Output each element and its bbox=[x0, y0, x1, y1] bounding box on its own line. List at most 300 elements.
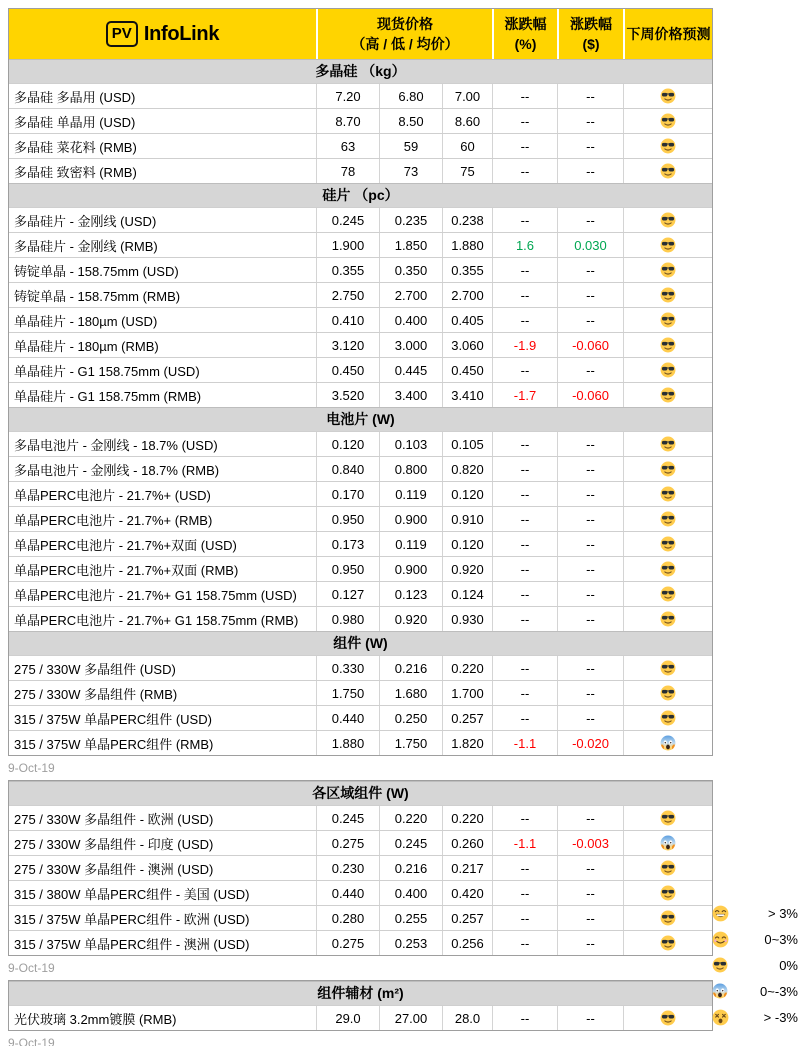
column-header-forecast bbox=[623, 9, 712, 59]
grin-face-icon bbox=[712, 905, 734, 922]
sunglasses-face-icon bbox=[660, 387, 676, 403]
change-percent-cell: -- bbox=[492, 1006, 557, 1030]
change-usd-cell: -- bbox=[557, 283, 623, 307]
change-percent-cell: -- bbox=[492, 881, 557, 905]
product-name-cell: 多晶硅 致密料 (RMB) bbox=[14, 164, 137, 180]
product-name-cell: 多晶电池片 - 金刚线 - 18.7% (USD) bbox=[14, 437, 218, 453]
product-name-cell: 光伏玻璃 3.2mm镀膜 (RMB) bbox=[14, 1011, 177, 1027]
price-high-cell: 0.245 bbox=[316, 806, 379, 830]
legend-label: 0% bbox=[779, 957, 798, 973]
table-body bbox=[9, 981, 712, 1030]
price-avg-cell: 0.820 bbox=[442, 457, 492, 481]
product-name-cell: 铸锭单晶 - 158.75mm (RMB) bbox=[14, 288, 181, 304]
table-body bbox=[9, 59, 712, 755]
forecast-legend bbox=[712, 900, 798, 1030]
sunglasses-face-icon bbox=[660, 885, 676, 901]
product-name-cell: 多晶硅 单晶用 (USD) bbox=[14, 114, 136, 130]
forecast-cell bbox=[623, 383, 712, 407]
price-low-cell: 3.400 bbox=[379, 383, 442, 407]
price-avg-cell: 0.217 bbox=[442, 856, 492, 880]
price-low-cell: 0.220 bbox=[379, 806, 442, 830]
sunglasses-face-icon bbox=[660, 212, 676, 228]
table-row bbox=[9, 158, 712, 183]
table-row bbox=[9, 207, 712, 232]
sunglasses-face-icon bbox=[660, 1010, 676, 1026]
change-usd-cell: -- bbox=[557, 507, 623, 531]
table-row bbox=[9, 880, 712, 905]
forecast-cell bbox=[623, 706, 712, 730]
price-avg-cell: 0.238 bbox=[442, 208, 492, 232]
section-header: 各区域组件 (W) bbox=[9, 781, 712, 805]
price-high-cell: 0.230 bbox=[316, 856, 379, 880]
logo-text: InfoLink bbox=[143, 23, 220, 45]
price-avg-cell: 7.00 bbox=[442, 84, 492, 108]
change-percent-cell: -- bbox=[492, 84, 557, 108]
change-percent-cell: -- bbox=[492, 208, 557, 232]
price-low-cell: 59 bbox=[379, 134, 442, 158]
price-avg-cell: 0.120 bbox=[442, 532, 492, 556]
price-high-cell: 1.900 bbox=[316, 233, 379, 257]
spot-price-label: 现货价格 bbox=[377, 16, 433, 32]
product-name-cell: 单晶PERC电池片 - 21.7%+ G1 158.75mm (USD) bbox=[14, 587, 297, 603]
change-percent-cell: -- bbox=[492, 906, 557, 930]
table-row bbox=[9, 506, 712, 531]
price-avg-cell: 1.880 bbox=[442, 233, 492, 257]
change-usd-cell: -- bbox=[557, 358, 623, 382]
change-usd-cell: -- bbox=[557, 258, 623, 282]
forecast-cell bbox=[623, 806, 712, 830]
product-name-cell: 275 / 330W 多晶组件 (USD) bbox=[14, 661, 176, 677]
price-avg-cell: 0.256 bbox=[442, 931, 492, 955]
price-high-cell: 0.980 bbox=[316, 607, 379, 631]
table-row bbox=[9, 1005, 712, 1030]
sunglasses-face-icon bbox=[660, 611, 676, 627]
price-high-cell: 0.330 bbox=[316, 656, 379, 680]
change-usd-cell: -- bbox=[557, 532, 623, 556]
price-low-cell: 1.680 bbox=[379, 681, 442, 705]
legend-label: > -3% bbox=[763, 1009, 798, 1025]
table-row bbox=[9, 133, 712, 158]
sunglasses-face-icon bbox=[660, 237, 676, 253]
price-low-cell: 0.216 bbox=[379, 856, 442, 880]
price-high-cell: 2.750 bbox=[316, 283, 379, 307]
price-low-cell: 0.250 bbox=[379, 706, 442, 730]
forecast-cell bbox=[623, 557, 712, 581]
forecast-cell bbox=[623, 84, 712, 108]
price-avg-cell: 1.700 bbox=[442, 681, 492, 705]
price-high-cell: 0.410 bbox=[316, 308, 379, 332]
table-row bbox=[9, 307, 712, 332]
price-avg-cell: 0.450 bbox=[442, 358, 492, 382]
table-row bbox=[9, 332, 712, 357]
product-name-cell: 275 / 330W 多晶组件 (RMB) bbox=[14, 686, 178, 702]
price-high-cell: 63 bbox=[316, 134, 379, 158]
sunglasses-face-icon bbox=[660, 312, 676, 328]
price-high-cell: 0.440 bbox=[316, 881, 379, 905]
price-low-cell: 0.350 bbox=[379, 258, 442, 282]
price-low-cell: 0.235 bbox=[379, 208, 442, 232]
sunglasses-face-icon bbox=[660, 163, 676, 179]
scream-face-icon bbox=[712, 983, 734, 999]
product-name-cell: 单晶PERC电池片 - 21.7%+ (RMB) bbox=[14, 512, 213, 528]
price-low-cell: 0.400 bbox=[379, 308, 442, 332]
change-usd-cell: -- bbox=[557, 582, 623, 606]
change-percent-cell: -- bbox=[492, 308, 557, 332]
forecast-cell bbox=[623, 482, 712, 506]
price-avg-cell: 0.355 bbox=[442, 258, 492, 282]
forecast-cell bbox=[623, 134, 712, 158]
change-percent-cell: -- bbox=[492, 482, 557, 506]
product-name-cell: 单晶硅片 - G1 158.75mm (RMB) bbox=[14, 388, 202, 404]
change-percent-cell: -- bbox=[492, 706, 557, 730]
change-usd-cell: -- bbox=[557, 84, 623, 108]
change-usd-cell: -- bbox=[557, 681, 623, 705]
price-low-cell: 27.00 bbox=[379, 1006, 442, 1030]
forecast-cell bbox=[623, 1006, 712, 1030]
change-usd-cell: -- bbox=[557, 457, 623, 481]
change-usd-cell: -- bbox=[557, 1006, 623, 1030]
price-high-cell: 0.355 bbox=[316, 258, 379, 282]
table-row bbox=[9, 83, 712, 108]
forecast-cell bbox=[623, 681, 712, 705]
section-header: 组件辅材 (m²) bbox=[9, 981, 712, 1005]
table-row bbox=[9, 830, 712, 855]
forecast-cell bbox=[623, 656, 712, 680]
scream-face-icon bbox=[660, 735, 676, 751]
forecast-label: 下周价格预测 bbox=[626, 26, 711, 42]
sunglasses-face-icon bbox=[660, 461, 676, 477]
section-header: 多晶硅 （kg） bbox=[9, 59, 712, 83]
forecast-cell bbox=[623, 258, 712, 282]
change-usd-cell: -- bbox=[557, 557, 623, 581]
price-low-cell: 73 bbox=[379, 159, 442, 183]
column-header-change-percent bbox=[492, 9, 557, 59]
change-percent-cell: -1.7 bbox=[492, 383, 557, 407]
price-avg-cell: 0.124 bbox=[442, 582, 492, 606]
price-high-cell: 29.0 bbox=[316, 1006, 379, 1030]
price-avg-cell: 0.420 bbox=[442, 881, 492, 905]
price-high-cell: 1.750 bbox=[316, 681, 379, 705]
change-usd-cell: -- bbox=[557, 208, 623, 232]
price-low-cell: 1.850 bbox=[379, 233, 442, 257]
table-row bbox=[9, 680, 712, 705]
product-name-cell: 多晶电池片 - 金刚线 - 18.7% (RMB) bbox=[14, 462, 220, 478]
section-header: 硅片 （pc） bbox=[9, 183, 712, 207]
change-percent-cell: -- bbox=[492, 656, 557, 680]
table-row bbox=[9, 905, 712, 930]
sunglasses-face-icon bbox=[660, 486, 676, 502]
sunglasses-face-icon bbox=[660, 262, 676, 278]
sunglasses-face-icon bbox=[660, 88, 676, 104]
price-low-cell: 0.119 bbox=[379, 532, 442, 556]
dizzy-face-icon bbox=[712, 1009, 734, 1026]
product-name-cell: 315 / 375W 单晶PERC组件 - 欧洲 (USD) bbox=[14, 911, 250, 927]
sunglasses-face-icon bbox=[660, 561, 676, 577]
forecast-cell bbox=[623, 607, 712, 631]
product-name-cell: 多晶硅 菜花料 (RMB) bbox=[14, 139, 137, 155]
change-usd-cell: -- bbox=[557, 906, 623, 930]
price-high-cell: 0.440 bbox=[316, 706, 379, 730]
sunglasses-face-icon bbox=[712, 957, 734, 973]
change-percent-label: 涨跌幅 bbox=[504, 16, 547, 32]
legend-item bbox=[712, 900, 798, 926]
product-name-cell: 315 / 375W 单晶PERC组件 (RMB) bbox=[14, 736, 214, 752]
change-percent-cell: -- bbox=[492, 134, 557, 158]
price-low-cell: 0.900 bbox=[379, 557, 442, 581]
price-high-cell: 8.70 bbox=[316, 109, 379, 133]
product-name-cell: 275 / 330W 多晶组件 - 印度 (USD) bbox=[14, 836, 214, 852]
price-avg-cell: 8.60 bbox=[442, 109, 492, 133]
spot-price-table-regional bbox=[8, 780, 713, 956]
change-usd-cell: -0.003 bbox=[557, 831, 623, 855]
sunglasses-face-icon bbox=[660, 710, 676, 726]
price-low-cell: 0.445 bbox=[379, 358, 442, 382]
change-percent-cell: -1.1 bbox=[492, 831, 557, 855]
price-low-cell: 0.123 bbox=[379, 582, 442, 606]
table-row bbox=[9, 257, 712, 282]
forecast-cell bbox=[623, 233, 712, 257]
sunglasses-face-icon bbox=[660, 860, 676, 876]
report-date: 9-Oct-19 bbox=[8, 761, 55, 775]
pv-infolink-logo bbox=[9, 9, 316, 59]
table-row bbox=[9, 108, 712, 133]
change-usd-label: 涨跌幅 bbox=[570, 16, 612, 32]
price-low-cell: 0.920 bbox=[379, 607, 442, 631]
price-low-cell: 0.255 bbox=[379, 906, 442, 930]
forecast-cell bbox=[623, 881, 712, 905]
price-high-cell: 0.280 bbox=[316, 906, 379, 930]
forecast-cell bbox=[623, 432, 712, 456]
forecast-cell bbox=[623, 308, 712, 332]
product-name-cell: 单晶硅片 - G1 158.75mm (USD) bbox=[14, 363, 200, 379]
change-usd-cell: -- bbox=[557, 856, 623, 880]
price-high-cell: 3.520 bbox=[316, 383, 379, 407]
table-row bbox=[9, 606, 712, 631]
legend-item bbox=[712, 1004, 798, 1030]
table-row bbox=[9, 556, 712, 581]
sunglasses-face-icon bbox=[660, 337, 676, 353]
price-high-cell: 0.245 bbox=[316, 208, 379, 232]
table-row bbox=[9, 855, 712, 880]
price-avg-cell: 75 bbox=[442, 159, 492, 183]
price-high-cell: 0.275 bbox=[316, 931, 379, 955]
change-usd-cell: -0.060 bbox=[557, 383, 623, 407]
price-avg-cell: 0.257 bbox=[442, 906, 492, 930]
table-row bbox=[9, 232, 712, 257]
sunglasses-face-icon bbox=[660, 685, 676, 701]
price-low-cell: 1.750 bbox=[379, 731, 442, 755]
price-avg-cell: 0.220 bbox=[442, 806, 492, 830]
change-percent-cell: -1.9 bbox=[492, 333, 557, 357]
price-low-cell: 6.80 bbox=[379, 84, 442, 108]
product-name-cell: 多晶硅 多晶用 (USD) bbox=[14, 89, 136, 105]
product-name-cell: 单晶PERC电池片 - 21.7%+ (USD) bbox=[14, 487, 211, 503]
price-avg-cell: 0.930 bbox=[442, 607, 492, 631]
product-name-cell: 单晶PERC电池片 - 21.7%+双面 (USD) bbox=[14, 537, 237, 553]
price-avg-cell: 0.405 bbox=[442, 308, 492, 332]
change-percent-cell: -- bbox=[492, 283, 557, 307]
change-percent-cell: -- bbox=[492, 582, 557, 606]
table-row bbox=[9, 930, 712, 955]
table-row bbox=[9, 730, 712, 755]
change-usd-cell: -- bbox=[557, 482, 623, 506]
price-avg-cell: 3.410 bbox=[442, 383, 492, 407]
price-high-cell: 0.840 bbox=[316, 457, 379, 481]
change-usd-cell: -- bbox=[557, 806, 623, 830]
change-usd-cell: -- bbox=[557, 706, 623, 730]
change-percent-cell: -- bbox=[492, 607, 557, 631]
product-name-cell: 单晶PERC电池片 - 21.7%+双面 (RMB) bbox=[14, 562, 239, 578]
legend-label: 0~-3% bbox=[760, 983, 798, 999]
price-low-cell: 3.000 bbox=[379, 333, 442, 357]
change-percent-cell: -- bbox=[492, 806, 557, 830]
table-row bbox=[9, 805, 712, 830]
forecast-cell bbox=[623, 731, 712, 755]
price-high-cell: 0.170 bbox=[316, 482, 379, 506]
price-low-cell: 0.400 bbox=[379, 881, 442, 905]
price-avg-cell: 0.257 bbox=[442, 706, 492, 730]
change-usd-cell: -- bbox=[557, 931, 623, 955]
sunglasses-face-icon bbox=[660, 362, 676, 378]
price-low-cell: 0.216 bbox=[379, 656, 442, 680]
price-low-cell: 0.103 bbox=[379, 432, 442, 456]
report-date: 9-Oct-19 bbox=[8, 961, 55, 975]
change-percent-cell: 1.6 bbox=[492, 233, 557, 257]
product-name-cell: 315 / 380W 单晶PERC组件 - 美国 (USD) bbox=[14, 886, 250, 902]
price-avg-cell: 0.120 bbox=[442, 482, 492, 506]
change-percent-cell: -- bbox=[492, 457, 557, 481]
spot-price-table-main bbox=[8, 8, 713, 756]
product-name-cell: 单晶PERC电池片 - 21.7%+ G1 158.75mm (RMB) bbox=[14, 612, 299, 628]
legend-item bbox=[712, 952, 798, 978]
price-high-cell: 0.950 bbox=[316, 507, 379, 531]
section-header: 组件 (W) bbox=[9, 631, 712, 655]
price-avg-cell: 2.700 bbox=[442, 283, 492, 307]
table-row bbox=[9, 581, 712, 606]
change-usd-cell: 0.030 bbox=[557, 233, 623, 257]
price-avg-cell: 3.060 bbox=[442, 333, 492, 357]
product-name-cell: 275 / 330W 多晶组件 - 澳洲 (USD) bbox=[14, 861, 214, 877]
table-row bbox=[9, 705, 712, 730]
report-date: 9-Oct-19 bbox=[8, 1036, 55, 1046]
change-percent-cell: -- bbox=[492, 432, 557, 456]
smile-face-icon bbox=[712, 931, 734, 948]
change-usd-cell: -0.020 bbox=[557, 731, 623, 755]
price-high-cell: 1.880 bbox=[316, 731, 379, 755]
change-usd-cell: -- bbox=[557, 159, 623, 183]
product-name-cell: 多晶硅片 - 金刚线 (RMB) bbox=[14, 238, 158, 254]
change-percent-cell: -- bbox=[492, 258, 557, 282]
price-high-cell: 0.120 bbox=[316, 432, 379, 456]
price-low-cell: 0.800 bbox=[379, 457, 442, 481]
change-percent-cell: -- bbox=[492, 931, 557, 955]
price-avg-cell: 28.0 bbox=[442, 1006, 492, 1030]
change-percent-cell: -- bbox=[492, 507, 557, 531]
table-row bbox=[9, 655, 712, 680]
change-percent-cell: -- bbox=[492, 856, 557, 880]
table-header bbox=[9, 9, 712, 59]
forecast-cell bbox=[623, 358, 712, 382]
table-row bbox=[9, 456, 712, 481]
price-low-cell: 0.245 bbox=[379, 831, 442, 855]
sunglasses-face-icon bbox=[660, 436, 676, 452]
change-usd-cell: -0.060 bbox=[557, 333, 623, 357]
price-high-cell: 0.127 bbox=[316, 582, 379, 606]
change-usd-unit: ($) bbox=[582, 36, 600, 52]
sunglasses-face-icon bbox=[660, 287, 676, 303]
column-header-change-usd bbox=[557, 9, 623, 59]
sunglasses-face-icon bbox=[660, 113, 676, 129]
product-name-cell: 多晶硅片 - 金刚线 (USD) bbox=[14, 213, 157, 229]
table-row bbox=[9, 382, 712, 407]
price-high-cell: 7.20 bbox=[316, 84, 379, 108]
change-percent-cell: -- bbox=[492, 557, 557, 581]
product-name-cell: 单晶硅片 - 180µm (RMB) bbox=[14, 338, 159, 354]
sunglasses-face-icon bbox=[660, 511, 676, 527]
table-row bbox=[9, 357, 712, 382]
legend-label: 0~3% bbox=[764, 931, 798, 947]
price-avg-cell: 0.220 bbox=[442, 656, 492, 680]
legend-item bbox=[712, 926, 798, 952]
legend-item bbox=[712, 978, 798, 1004]
pv-logo-badge: PV bbox=[106, 21, 138, 47]
price-high-cell: 0.275 bbox=[316, 831, 379, 855]
change-percent-cell: -- bbox=[492, 532, 557, 556]
price-avg-cell: 0.260 bbox=[442, 831, 492, 855]
forecast-cell bbox=[623, 906, 712, 930]
change-percent-cell: -1.1 bbox=[492, 731, 557, 755]
price-high-cell: 0.950 bbox=[316, 557, 379, 581]
section-header: 电池片 (W) bbox=[9, 407, 712, 431]
forecast-cell bbox=[623, 582, 712, 606]
table-row bbox=[9, 481, 712, 506]
forecast-cell bbox=[623, 532, 712, 556]
sunglasses-face-icon bbox=[660, 586, 676, 602]
price-high-cell: 0.173 bbox=[316, 532, 379, 556]
spot-price-table-materials bbox=[8, 980, 713, 1031]
change-percent-unit: (%) bbox=[514, 36, 537, 52]
column-header-spot-price bbox=[316, 9, 492, 59]
price-avg-cell: 1.820 bbox=[442, 731, 492, 755]
forecast-cell bbox=[623, 457, 712, 481]
sunglasses-face-icon bbox=[660, 536, 676, 552]
change-percent-cell: -- bbox=[492, 681, 557, 705]
change-percent-cell: -- bbox=[492, 358, 557, 382]
table-row bbox=[9, 431, 712, 456]
forecast-cell bbox=[623, 208, 712, 232]
legend-label: > 3% bbox=[768, 905, 798, 921]
scream-face-icon bbox=[660, 835, 676, 851]
table-row bbox=[9, 531, 712, 556]
forecast-cell bbox=[623, 159, 712, 183]
price-high-cell: 3.120 bbox=[316, 333, 379, 357]
sunglasses-face-icon bbox=[660, 660, 676, 676]
change-usd-cell: -- bbox=[557, 656, 623, 680]
table-body bbox=[9, 781, 712, 955]
price-avg-cell: 0.920 bbox=[442, 557, 492, 581]
product-name-cell: 单晶硅片 - 180µm (USD) bbox=[14, 313, 158, 329]
price-low-cell: 0.900 bbox=[379, 507, 442, 531]
product-name-cell: 315 / 375W 单晶PERC组件 - 澳洲 (USD) bbox=[14, 936, 250, 952]
product-name-cell: 275 / 330W 多晶组件 - 欧洲 (USD) bbox=[14, 811, 214, 827]
sunglasses-face-icon bbox=[660, 138, 676, 154]
change-usd-cell: -- bbox=[557, 432, 623, 456]
table-row bbox=[9, 282, 712, 307]
forecast-cell bbox=[623, 931, 712, 955]
change-usd-cell: -- bbox=[557, 134, 623, 158]
forecast-cell bbox=[623, 333, 712, 357]
change-usd-cell: -- bbox=[557, 109, 623, 133]
